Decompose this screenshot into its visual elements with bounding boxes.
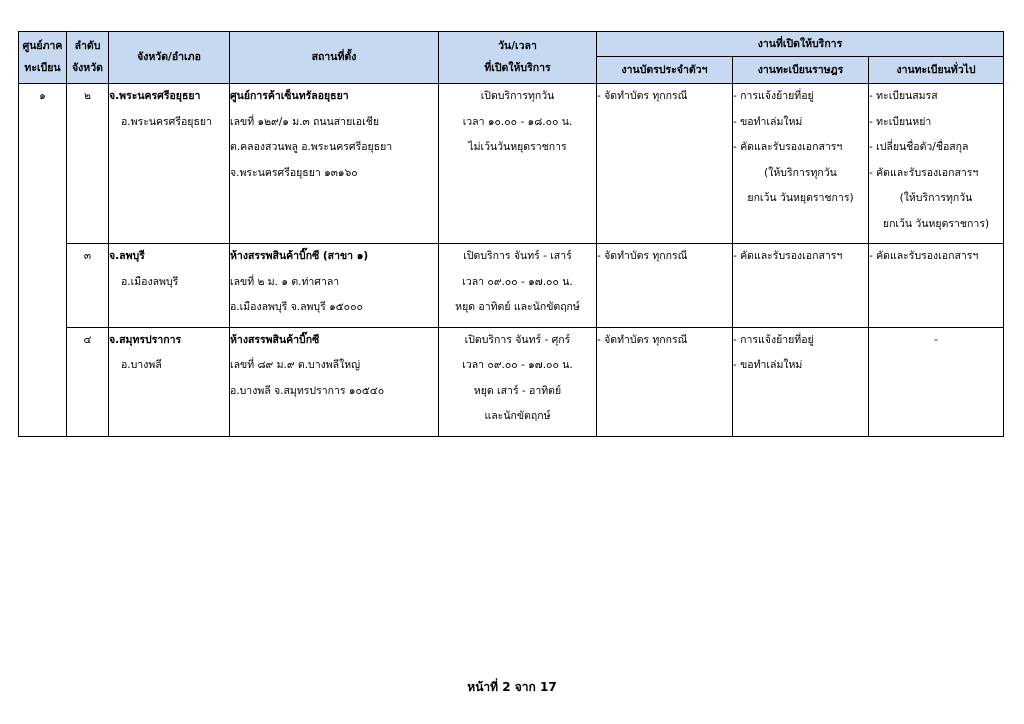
hours-cell: [439, 327, 597, 436]
header-services: งานที่เปิดให้บริการ: [597, 32, 1004, 57]
service-item: - ทะเบียนหย่า: [869, 115, 932, 128]
header-region: [19, 32, 67, 84]
table-row: [19, 244, 1004, 328]
service-note: ยกเว้น วันหยุดราชการ): [747, 192, 854, 204]
service-item: - จัดทำบัตร ทุกกรณี: [597, 250, 688, 262]
service-item: - ทะเบียนสมรส: [869, 90, 938, 102]
hours-line: เปิดบริการ จันทร์ - เสาร์: [463, 250, 572, 262]
civil-cell: [733, 84, 869, 244]
general-cell: [869, 84, 1004, 244]
province-name: จ.พระนครศรีอยุธยา: [109, 90, 201, 102]
header-location: สถานที่ตั้ง: [230, 32, 439, 84]
address-line: เลขที่ ๘๙ ม.๙ ต.บางพลีใหญ่: [230, 359, 361, 371]
header-datetime-line2: ที่เปิดให้บริการ: [484, 62, 551, 74]
province-name: จ.สมุทรปราการ: [109, 333, 182, 346]
service-item: - จัดทำบัตร ทุกกรณี: [597, 90, 688, 102]
hours-line: หยุด อาทิตย์ และนักขัตฤกษ์: [455, 301, 580, 313]
header-province: จังหวัด/อำเภอ: [109, 32, 230, 84]
order-cell: [67, 327, 109, 436]
hours-line: เวลา ๐๙.๐๐ - ๑๗.๐๐ น.: [462, 359, 573, 371]
header-service-id-card: งานบัตรประจำตัวฯ: [597, 57, 733, 84]
header-service-general: งานทะเบียนทั่วไป: [869, 57, 1004, 84]
hours-cell: [439, 244, 597, 328]
table-row: [19, 327, 1004, 436]
service-item: - การแจ้งย้ายที่อยู่: [733, 333, 814, 346]
table-row: [19, 84, 1004, 244]
header-service-civil: งานทะเบียนราษฎร: [733, 57, 869, 84]
page-number-footer: หน้าที่ 2 จาก 17: [467, 680, 557, 694]
order-number: ๓: [83, 250, 92, 262]
location-cell: [230, 244, 439, 328]
location-name: ศูนย์การค้าเซ็นทรัลอยุธยา: [230, 90, 349, 102]
address-line: เลขที่ ๑๒๙/๑ ม.๓ ถนนสายเอเชีย: [230, 115, 379, 128]
header-datetime-line1: วัน/เวลา: [498, 40, 537, 52]
district-name: อ.บางพลี: [121, 359, 162, 371]
id-card-cell: [597, 244, 733, 328]
order-cell: [67, 84, 109, 244]
province-cell: [109, 327, 230, 436]
location-cell: [230, 327, 439, 436]
province-name: จ.ลพบุรี: [109, 250, 145, 262]
header-region-line1: ศูนย์ภาค: [22, 40, 63, 52]
hours-line: เปิดบริการทุกวัน: [480, 90, 555, 102]
service-item: -: [934, 333, 938, 346]
region-number: ๑: [39, 90, 46, 102]
service-item: - การแจ้งย้ายที่อยู่: [733, 90, 814, 102]
service-note: ยกเว้น วันหยุดราชการ): [882, 217, 990, 230]
address-line: จ.พระนครศรีอยุธยา ๑๓๑๖๐: [230, 166, 358, 179]
service-item: - คัดและรับรองเอกสารฯ: [733, 250, 843, 262]
province-cell: [109, 84, 230, 244]
service-schedule-table: [18, 31, 1004, 437]
address-line: อ.เมืองลพบุรี จ.ลพบุรี ๑๕๐๐๐: [230, 301, 363, 313]
location-name: ห้างสรรพสินค้าบิ๊กซี (สาขา ๑): [230, 250, 369, 262]
general-cell: [869, 327, 1004, 436]
service-item: - จัดทำบัตร ทุกกรณี: [597, 333, 688, 346]
id-card-cell: [597, 327, 733, 436]
hours-line: ไม่เว้นวันหยุดราชการ: [468, 141, 567, 153]
civil-cell: [733, 244, 869, 328]
service-item: - เปลี่ยนชื่อตัว/ชื่อสกุล: [869, 141, 969, 153]
general-cell: [869, 244, 1004, 328]
civil-cell: [733, 327, 869, 436]
location-cell: [230, 84, 439, 244]
id-card-cell: [597, 84, 733, 244]
location-name: ห้างสรรพสินค้าบิ๊กซี: [230, 333, 320, 346]
hours-line: หยุด เสาร์ - อาทิตย์: [473, 384, 562, 397]
province-cell: [109, 244, 230, 328]
order-cell: [67, 244, 109, 328]
hours-line: เปิดบริการ จันทร์ - ศุกร์: [464, 333, 571, 346]
hours-cell: [439, 84, 597, 244]
header-order-line2: จังหวัด: [72, 62, 103, 74]
service-note: (ให้บริการทุกวัน: [764, 166, 837, 179]
hours-line: เวลา ๐๙.๐๐ - ๑๗.๐๐ น.: [462, 275, 573, 288]
header-order-line1: ลำดับ: [74, 40, 101, 52]
address-line: เลขที่ ๒ ม. ๑ ต.ท่าศาลา: [230, 275, 340, 288]
service-item: - คัดและรับรองเอกสารฯ: [733, 141, 843, 153]
hours-line: และนักขัตฤกษ์: [484, 410, 551, 422]
region-number-cell: [19, 84, 67, 437]
district-name: อ.เมืองลพบุรี: [121, 275, 179, 288]
service-note: (ให้บริการทุกวัน: [899, 192, 973, 204]
header-region-line2: ทะเบียน: [24, 62, 61, 74]
service-item: - คัดและรับรองเอกสารฯ: [869, 166, 979, 179]
header-order: [67, 32, 109, 84]
address-line: อ.บางพลี จ.สมุทรปราการ ๑๐๕๔๐: [230, 384, 385, 397]
service-item: - ขอทำเล่มใหม่: [733, 115, 803, 128]
service-item: - คัดและรับรองเอกสารฯ: [869, 250, 979, 262]
header-datetime: [439, 32, 597, 84]
service-item: - ขอทำเล่มใหม่: [733, 359, 803, 371]
district-name: อ.พระนครศรีอยุธยา: [121, 115, 212, 128]
order-number: ๔: [83, 333, 92, 346]
hours-line: เวลา ๑๐.๐๐ - ๑๘.๐๐ น.: [462, 115, 573, 128]
order-number: ๒: [84, 90, 91, 102]
address-line: ต.คลองสวนพลู อ.พระนครศรีอยุธยา: [230, 141, 393, 153]
